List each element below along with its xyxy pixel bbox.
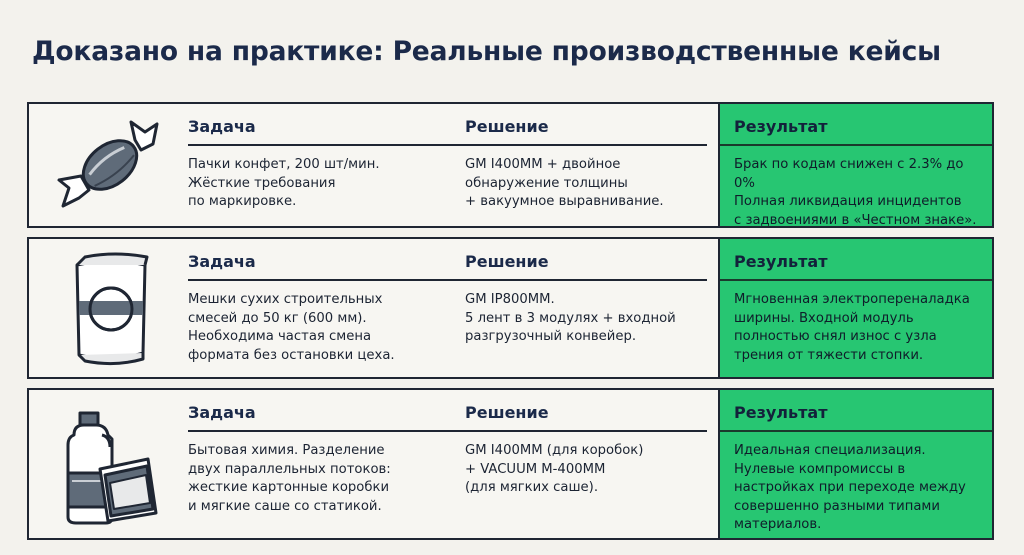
- task-column: [188, 239, 453, 377]
- divider: [453, 430, 465, 432]
- case-card-1: [27, 102, 994, 228]
- result-heading: Результат: [734, 117, 828, 136]
- task-heading: Задача: [188, 117, 256, 136]
- cement-bag-icon-box: [45, 239, 175, 377]
- task-heading: Задача: [188, 403, 256, 422]
- solution-column: [465, 390, 715, 538]
- task-text: Пачки конфет, 200 шт/мин. Жёсткие требования по маркировке.: [188, 157, 380, 209]
- result-column: [718, 104, 992, 226]
- task-text: Мешки сухих строительных смесей до 50 кг (600 мм). Необходима частая смена формата без остановки цеха.: [188, 292, 395, 363]
- divider: [465, 279, 707, 281]
- case-card-2: [27, 237, 994, 379]
- solution-text: GM I400MM + двойное обнаружение толщины + вакуумное выравнивание.: [465, 157, 664, 209]
- solution-text: GM IP800MM. 5 лент в 3 модулях + входной разгрузочный конвейер.: [465, 292, 676, 344]
- candy-icon-box: [45, 104, 175, 226]
- detergent-bottle-icon: [50, 399, 170, 529]
- divider: [720, 279, 992, 281]
- result-text: Мгновенная электропереналадка ширины. Входной модуль полностью снял износ с узла трения от тяжести стопки.: [734, 292, 970, 363]
- task-column: [188, 390, 453, 538]
- result-text: Брак по кодам снижен с 2.3% до 0% Полная ликвидация инцидентов с задвоениями в «Честном знаке».: [734, 157, 977, 228]
- cement-bag-icon: [55, 243, 165, 373]
- divider: [188, 279, 453, 281]
- result-text: Идеальная специализация. Нулевые компромиссы в настройках при переходе между совершенно разными типами материалов.: [734, 443, 966, 532]
- divider: [720, 144, 992, 146]
- detergent-bottle-icon-box: [45, 390, 175, 538]
- page-title: Доказано на практике: Реальные производственные кейсы: [32, 36, 941, 67]
- solution-column: [465, 239, 715, 377]
- divider: [720, 430, 992, 432]
- case-card-3: [27, 388, 994, 540]
- solution-heading: Решение: [465, 403, 549, 422]
- divider: [453, 144, 465, 146]
- result-column: [718, 390, 992, 538]
- divider: [453, 279, 465, 281]
- solution-heading: Решение: [465, 252, 549, 271]
- divider: [188, 430, 453, 432]
- solution-text: GM I400MM (для коробок) + VACUUM M-400MM (для мягких саше).: [465, 443, 644, 495]
- result-column: [718, 239, 992, 377]
- task-column: [188, 104, 453, 226]
- candy-icon: [55, 110, 165, 220]
- task-text: Бытовая химия. Разделение двух параллельных потоков: жесткие картонные коробки и мягкие саше со статикой.: [188, 443, 391, 514]
- result-heading: Результат: [734, 403, 828, 422]
- divider: [188, 144, 453, 146]
- divider: [465, 430, 707, 432]
- result-heading: Результат: [734, 252, 828, 271]
- solution-heading: Решение: [465, 117, 549, 136]
- divider: [465, 144, 707, 146]
- solution-column: [465, 104, 715, 226]
- task-heading: Задача: [188, 252, 256, 271]
